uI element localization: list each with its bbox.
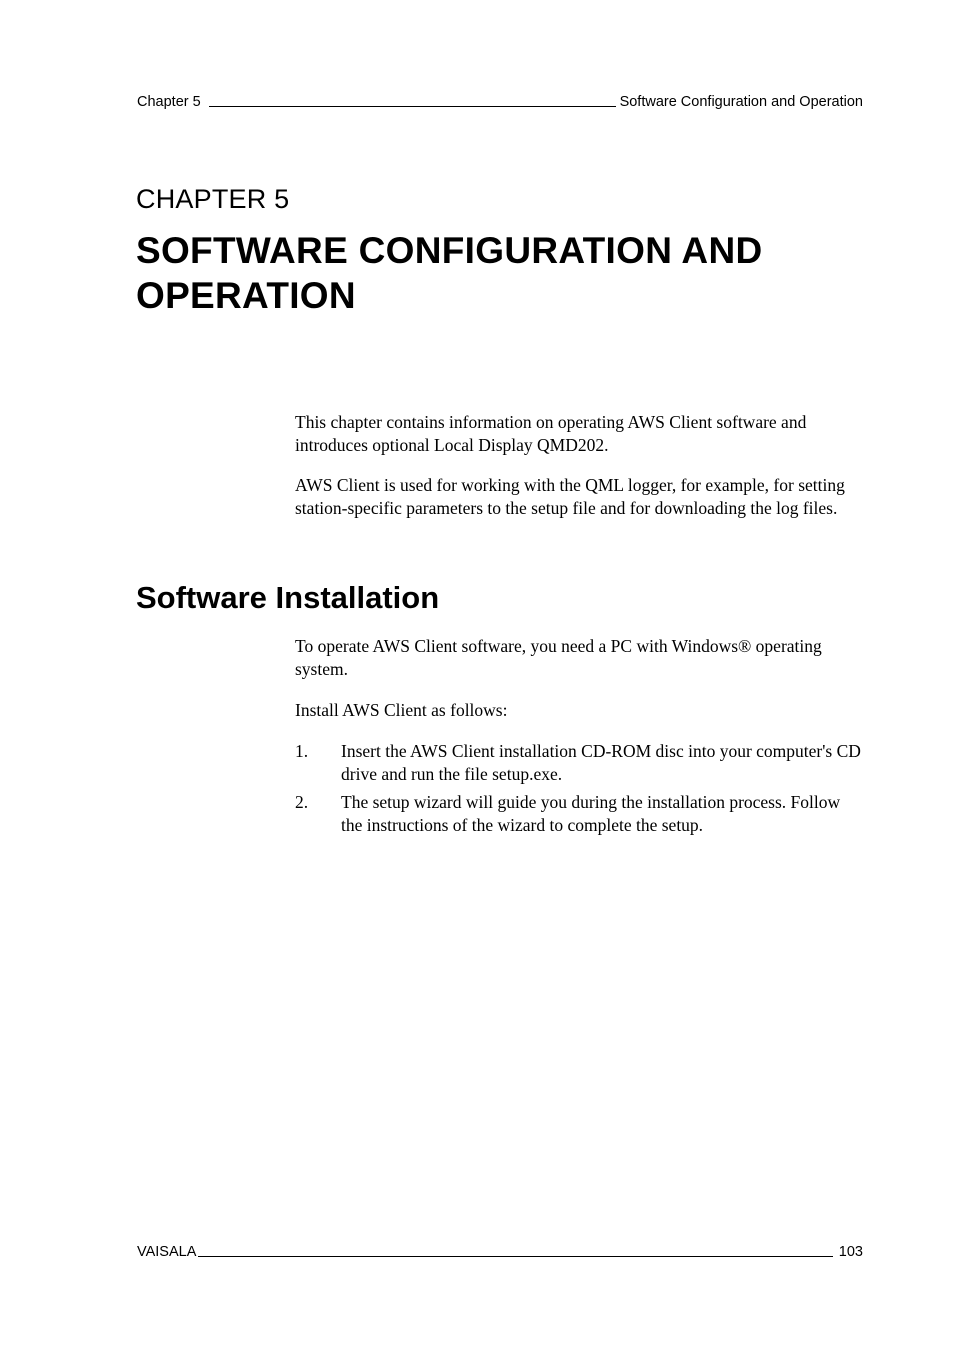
footer-company: VAISALA [137, 1244, 197, 1260]
chapter-title: SOFTWARE CONFIGURATION AND OPERATION [136, 230, 763, 316]
list-item [295, 791, 865, 837]
chapter-label: CHAPTER 5 [136, 184, 290, 214]
page-footer [137, 1240, 863, 1260]
header-rule [209, 105, 616, 107]
step-number: 2. [295, 792, 309, 812]
header-section-title: Software Configuration and Operation [619, 94, 863, 110]
section-paragraph: Install AWS Client as follows: [295, 700, 508, 720]
section-paragraph: To operate AWS Client software, you need a PC with Windows® operating system. [295, 636, 822, 679]
intro-paragraph: This chapter contains information on operating AWS Client software and introduces optional Local Display QMD202. [295, 412, 807, 455]
header-chapter: Chapter 5 [137, 94, 201, 110]
section-heading: Software Installation [136, 580, 440, 615]
page-header [137, 90, 863, 110]
step-text: Insert the AWS Client installation CD-ROM disc into your computer's CD drive and run the file setup.exe. [341, 741, 861, 784]
list-item [295, 740, 865, 786]
page-number: 103 [838, 1244, 863, 1260]
intro-paragraph: AWS Client is used for working with the QML logger, for example, for setting station-specific parameters to the setup file and for downloading the log files. [295, 475, 845, 518]
installation-steps [295, 740, 865, 842]
step-number: 1. [295, 741, 309, 761]
step-text: The setup wizard will guide you during the installation process. Follow the instructions of the wizard to complete the setup. [341, 792, 841, 835]
footer-rule [198, 1255, 832, 1257]
